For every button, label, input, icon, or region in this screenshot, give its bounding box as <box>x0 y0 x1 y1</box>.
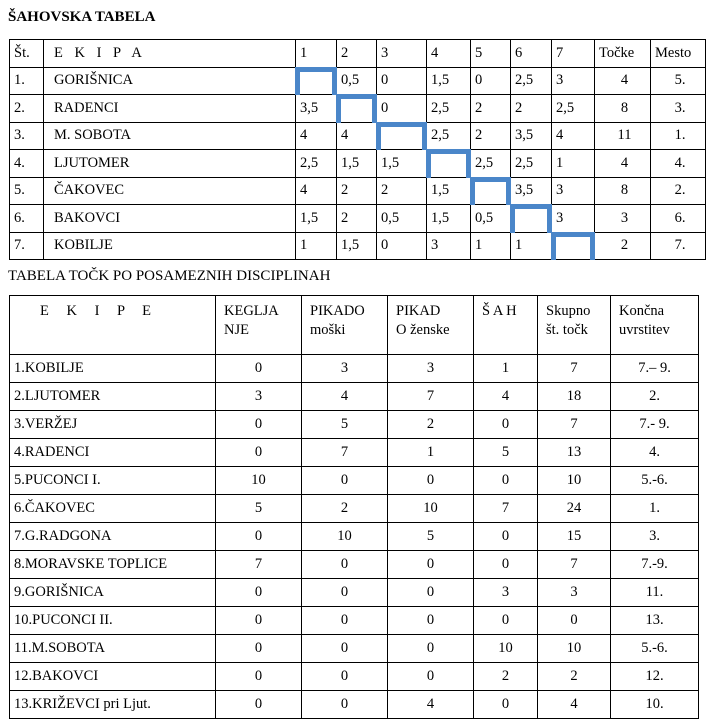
results-cell: 7 <box>474 495 538 523</box>
results-header-cell: E K I P E <box>10 296 216 355</box>
chess-cell: 1 <box>511 232 552 260</box>
team-name: 3.VERŽEJ <box>10 411 216 439</box>
results-cell: 5 <box>216 495 302 523</box>
results-cell: 0 <box>388 663 474 691</box>
results-cell: 0 <box>474 551 538 579</box>
chess-cell: 0,5 <box>471 205 511 233</box>
results-cell: 3 <box>474 579 538 607</box>
results-row <box>10 635 699 663</box>
chess-diagonal-cell <box>471 177 511 205</box>
results-cell: 1 <box>474 355 538 383</box>
team-name: 8.MORAVSKE TOPLICE <box>10 551 216 579</box>
team-name: 4.RADENCI <box>10 439 216 467</box>
results-cell: 0 <box>474 411 538 439</box>
chess-cell: 7. <box>10 232 44 260</box>
results-cell: 12. <box>611 663 699 691</box>
chess-cell: 1,5 <box>377 150 427 178</box>
chess-cell: 0 <box>377 95 427 123</box>
chess-cell: 3 <box>552 177 595 205</box>
results-cell: 0 <box>388 467 474 495</box>
results-cell: 0 <box>474 523 538 551</box>
results-row <box>10 439 699 467</box>
chess-cell: 2. <box>10 95 44 123</box>
chess-cell: 5. <box>10 177 44 205</box>
chess-header-cell: Točke <box>595 40 651 68</box>
results-cell: 0 <box>302 551 388 579</box>
results-cell: 7.- 9. <box>611 411 699 439</box>
chess-header-cell: E K I P A <box>44 40 296 68</box>
chess-cell: 2 <box>337 205 377 233</box>
results-cell: 2 <box>538 663 611 691</box>
results-table-title: TABELA TOČK PO POSAMEZNIH DISCIPLINAH <box>8 268 331 284</box>
results-cell: 0 <box>216 663 302 691</box>
chess-header-cell: Mesto <box>651 40 706 68</box>
chess-cell: 3 <box>552 205 595 233</box>
chess-header-cell: 2 <box>337 40 377 68</box>
results-cell: 7 <box>538 551 611 579</box>
team-name: 6.ČAKOVEC <box>10 495 216 523</box>
chess-cell: 0 <box>377 67 427 95</box>
results-cell: 4. <box>611 439 699 467</box>
results-cell: 7 <box>538 355 611 383</box>
diagonal-marker <box>295 67 337 96</box>
chess-cell: 2 <box>337 177 377 205</box>
chess-cell: 2 <box>471 122 511 150</box>
results-cell: 0 <box>216 439 302 467</box>
results-cell: 4 <box>474 383 538 411</box>
results-cell: 0 <box>216 607 302 635</box>
results-cell: 7.-9. <box>611 551 699 579</box>
chess-cell: 2,5 <box>511 150 552 178</box>
results-cell: 0 <box>538 607 611 635</box>
results-cell: 0 <box>216 355 302 383</box>
results-cell: 13. <box>611 607 699 635</box>
chess-cell: 6. <box>651 205 706 233</box>
chess-cell: 3 <box>595 205 651 233</box>
results-cell: 0 <box>216 523 302 551</box>
chess-cell: 0,5 <box>337 67 377 95</box>
results-cell: 2 <box>474 663 538 691</box>
chess-cell: 4 <box>296 122 337 150</box>
results-cell: 0 <box>216 411 302 439</box>
results-cell: 10 <box>474 635 538 663</box>
chess-cell: 2,5 <box>552 95 595 123</box>
results-header-cell: Končna uvrstitev <box>611 296 699 355</box>
results-cell: 3. <box>611 523 699 551</box>
chess-cell: 0 <box>471 67 511 95</box>
results-cell: 13 <box>538 439 611 467</box>
chess-cell: 1,5 <box>427 67 471 95</box>
results-cell: 0 <box>216 691 302 719</box>
results-cell: 5 <box>474 439 538 467</box>
chess-table-title: ŠAHOVSKA TABELA <box>8 9 156 25</box>
chess-cell: 4 <box>337 122 377 150</box>
team-name: M. SOBOTA <box>44 122 296 150</box>
chess-cell: 1 <box>552 150 595 178</box>
chess-cell: 6. <box>10 205 44 233</box>
results-cell: 4 <box>538 691 611 719</box>
diagonal-marker <box>336 94 377 123</box>
results-row <box>10 411 699 439</box>
team-name: 13.KRIŽEVCI pri Ljut. <box>10 691 216 719</box>
chess-row <box>10 205 706 233</box>
chess-cell: 3,5 <box>511 122 552 150</box>
chess-cell: 2 <box>511 95 552 123</box>
chess-cell: 1,5 <box>427 177 471 205</box>
results-cell: 7 <box>538 411 611 439</box>
chess-cell: 0,5 <box>377 205 427 233</box>
chess-header-cell: 5 <box>471 40 511 68</box>
chess-row <box>10 67 706 95</box>
chess-cell: 3,5 <box>511 177 552 205</box>
chess-cell: 1,5 <box>427 205 471 233</box>
chess-row <box>10 95 706 123</box>
results-cell: 7.– 9. <box>611 355 699 383</box>
results-header-cell: Skupno št. točk <box>538 296 611 355</box>
chess-header-cell: Št. <box>10 40 44 68</box>
results-header-cell: PIKADO moški <box>302 296 388 355</box>
results-row <box>10 663 699 691</box>
results-cell: 18 <box>538 383 611 411</box>
chess-cell: 4. <box>10 150 44 178</box>
chess-cell: 2 <box>595 232 651 260</box>
results-cell: 10. <box>611 691 699 719</box>
results-cell: 5.-6. <box>611 635 699 663</box>
results-row <box>10 579 699 607</box>
results-row <box>10 495 699 523</box>
results-cell: 3 <box>388 355 474 383</box>
chess-row <box>10 177 706 205</box>
diagonal-marker <box>376 122 427 151</box>
results-row <box>10 467 699 495</box>
chess-cell: 4 <box>595 67 651 95</box>
results-row <box>10 383 699 411</box>
team-name: 9.GORIŠNICA <box>10 579 216 607</box>
chess-cell: 2 <box>377 177 427 205</box>
chess-diagonal-cell <box>377 122 427 150</box>
results-row <box>10 607 699 635</box>
results-cell: 7 <box>216 551 302 579</box>
chess-diagonal-cell <box>552 232 595 260</box>
chess-cell: 2,5 <box>296 150 337 178</box>
results-cell: 0 <box>216 579 302 607</box>
results-header-cell: Š A H <box>474 296 538 355</box>
chess-cell: 2,5 <box>471 150 511 178</box>
results-cell: 2 <box>302 495 388 523</box>
results-cell: 24 <box>538 495 611 523</box>
results-cell: 10 <box>538 467 611 495</box>
results-cell: 0 <box>388 551 474 579</box>
chess-cell: 3 <box>427 232 471 260</box>
results-cell: 0 <box>302 467 388 495</box>
team-name: LJUTOMER <box>44 150 296 178</box>
chess-header-cell: 6 <box>511 40 552 68</box>
team-name: 11.M.SOBOTA <box>10 635 216 663</box>
results-cell: 0 <box>302 691 388 719</box>
chess-cell: 3. <box>10 122 44 150</box>
team-name: 10.PUCONCI II. <box>10 607 216 635</box>
results-cell: 7 <box>388 383 474 411</box>
chess-cell: 1,5 <box>337 150 377 178</box>
chess-row <box>10 232 706 260</box>
results-table <box>9 295 699 719</box>
results-cell: 5 <box>388 523 474 551</box>
results-cell: 1 <box>388 439 474 467</box>
chess-cell: 3 <box>552 67 595 95</box>
chess-diagonal-cell <box>296 67 337 95</box>
chess-cell: 2 <box>471 95 511 123</box>
team-name: ČAKOVEC <box>44 177 296 205</box>
chess-cell: 1 <box>471 232 511 260</box>
chess-header-cell: 3 <box>377 40 427 68</box>
team-name: GORIŠNICA <box>44 67 296 95</box>
results-cell: 7 <box>302 439 388 467</box>
diagonal-marker <box>551 232 595 261</box>
results-cell: 4 <box>388 691 474 719</box>
results-row <box>10 355 699 383</box>
team-name: RADENCI <box>44 95 296 123</box>
results-cell: 0 <box>388 607 474 635</box>
results-header-row <box>10 296 699 355</box>
results-cell: 3 <box>538 579 611 607</box>
diagonal-marker <box>470 177 511 206</box>
chess-diagonal-cell <box>427 150 471 178</box>
chess-cell: 2,5 <box>427 95 471 123</box>
chess-cell: 1. <box>651 122 706 150</box>
chess-cell: 8 <box>595 177 651 205</box>
chess-cell: 11 <box>595 122 651 150</box>
results-cell: 2 <box>388 411 474 439</box>
results-cell: 0 <box>216 635 302 663</box>
results-cell: 0 <box>302 607 388 635</box>
team-name: BAKOVCI <box>44 205 296 233</box>
chess-cell: 1,5 <box>296 205 337 233</box>
results-cell: 4 <box>302 383 388 411</box>
results-cell: 10 <box>216 467 302 495</box>
chess-row <box>10 150 706 178</box>
chess-cell: 5. <box>651 67 706 95</box>
team-name: KOBILJE <box>44 232 296 260</box>
chess-cell: 7. <box>651 232 706 260</box>
chess-diagonal-cell <box>337 95 377 123</box>
results-cell: 0 <box>388 635 474 663</box>
team-name: 5.PUCONCI I. <box>10 467 216 495</box>
results-cell: 0 <box>474 467 538 495</box>
chess-header-row <box>10 40 706 68</box>
chess-cell: 2,5 <box>427 122 471 150</box>
chess-cell: 4 <box>296 177 337 205</box>
chess-cell: 1,5 <box>337 232 377 260</box>
results-row <box>10 523 699 551</box>
results-cell: 11. <box>611 579 699 607</box>
results-row <box>10 691 699 719</box>
chess-cell: 2. <box>651 177 706 205</box>
results-cell: 0 <box>302 579 388 607</box>
results-cell: 3 <box>216 383 302 411</box>
team-name: 2.LJUTOMER <box>10 383 216 411</box>
chess-cell: 4 <box>595 150 651 178</box>
results-cell: 10 <box>388 495 474 523</box>
results-cell: 3 <box>302 355 388 383</box>
chess-cell: 8 <box>595 95 651 123</box>
team-name: 7.G.RADGONA <box>10 523 216 551</box>
results-cell: 1. <box>611 495 699 523</box>
results-cell: 10 <box>538 635 611 663</box>
results-cell: 0 <box>388 579 474 607</box>
chess-cell: 3,5 <box>296 95 337 123</box>
diagonal-marker <box>426 149 471 178</box>
results-cell: 0 <box>302 635 388 663</box>
results-header-cell: KEGLJA NJE <box>216 296 302 355</box>
chess-header-cell: 4 <box>427 40 471 68</box>
chess-cell: 2,5 <box>511 67 552 95</box>
chess-cell: 0 <box>377 232 427 260</box>
chess-cell: 4 <box>552 122 595 150</box>
chess-cell: 3. <box>651 95 706 123</box>
chess-header-cell: 1 <box>296 40 337 68</box>
team-name: 12.BAKOVCI <box>10 663 216 691</box>
chess-cell: 1 <box>296 232 337 260</box>
chess-diagonal-cell <box>511 205 552 233</box>
results-cell: 5 <box>302 411 388 439</box>
chess-cell: 1. <box>10 67 44 95</box>
results-cell: 5.-6. <box>611 467 699 495</box>
results-cell: 0 <box>302 663 388 691</box>
results-header-cell: PIKAD O ženske <box>388 296 474 355</box>
results-cell: 2. <box>611 383 699 411</box>
results-cell: 0 <box>474 607 538 635</box>
results-cell: 0 <box>474 691 538 719</box>
results-cell: 15 <box>538 523 611 551</box>
results-row <box>10 551 699 579</box>
team-name: 1.KOBILJE <box>10 355 216 383</box>
chess-cell: 4. <box>651 150 706 178</box>
diagonal-marker <box>510 204 552 233</box>
chess-table <box>9 39 706 260</box>
chess-row <box>10 122 706 150</box>
chess-header-cell: 7 <box>552 40 595 68</box>
results-cell: 10 <box>302 523 388 551</box>
